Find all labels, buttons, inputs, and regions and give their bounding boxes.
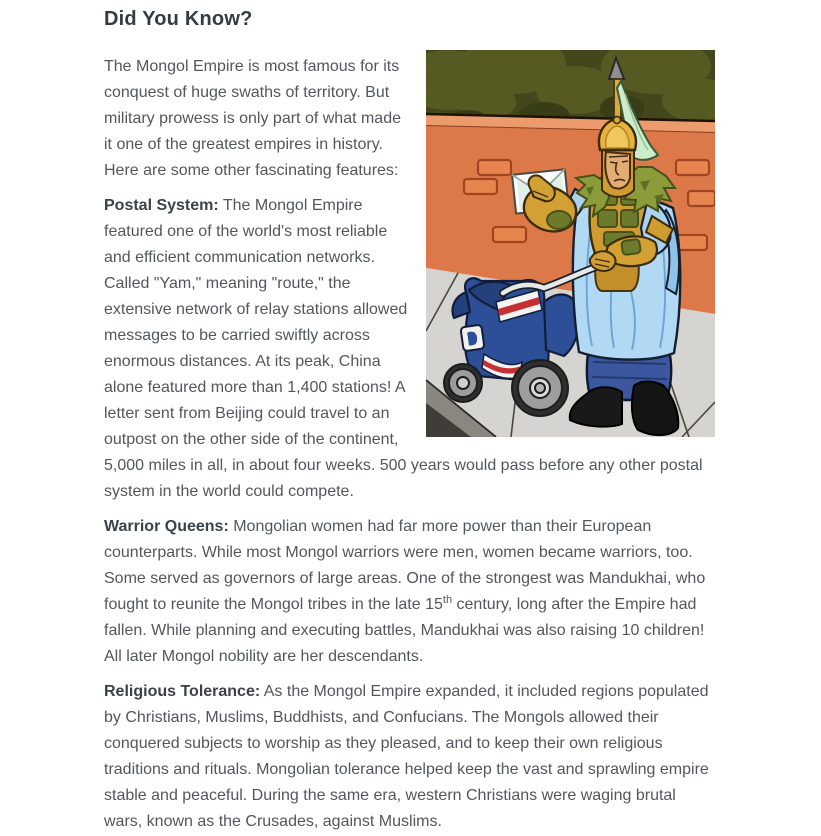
page-title: Did You Know? bbox=[104, 8, 253, 30]
section-heading-warrior-queens: Warrior Queens: bbox=[104, 518, 229, 535]
section-body-warrior-queens-1: Mongolian women had far more power than their European counterparts. While most Mongol warriors were men, women became warriors, too. Some served as governors of large areas. One of the strongest was Mandukhai, who fought to reunite the Mongol tribes in the late 15 bbox=[104, 518, 706, 613]
warrior-face bbox=[605, 152, 630, 189]
ordinal-superscript: th bbox=[442, 594, 453, 606]
section-heading-postal-system: Postal System: bbox=[104, 197, 219, 214]
section-body-warrior-queens-2: century, long after the Empire had fallen. While planning and executing battles, Mandukhai was also raising 10 children! All later Mongol nobility are her descendants. bbox=[104, 596, 705, 665]
section-body-postal-system: The Mongol Empire featured one of the world's most reliable and efficient communication networks. Called "Yam," meaning "route," the extensive network of relay stations allowed messages to be carried swiftly across enormous distances. At its peak, China alone featured more than 1,400 stations! A letter sent from Beijing could travel to an outpost on the other side of the continent, 5,000 miles in all, in about four weeks. 500 years would pass before any other postal system in the world could compete. bbox=[104, 197, 703, 500]
section-body-religious-tolerance: As the Mongol Empire expanded, it included regions populated by Christians, Muslims, Buddhists, and Confucians. The Mongols allowed their conquered subjects to worship as they pleased, and to keep their own religious traditions and rituals. Mongolian tolerance helped keep the vast and sprawling empire stable and peaceful. During the same era, western Christians were waging brutal wars, known as the Crusades, against Muslims. bbox=[104, 683, 709, 830]
section-religious-tolerance bbox=[104, 679, 715, 835]
section-heading-religious-tolerance: Religious Tolerance: bbox=[104, 683, 261, 700]
intro-paragraph: The Mongol Empire is most famous for its conquest of huge swaths of territory. But military prowess is only part of what made it one of the greatest empires in history. Here are some other fascinating features: bbox=[104, 58, 401, 179]
mongol-warrior-mail-cart-illustration bbox=[426, 50, 715, 437]
cart-logo-patch bbox=[460, 325, 484, 352]
article-body bbox=[104, 54, 715, 835]
section-warrior-queens bbox=[104, 514, 715, 670]
